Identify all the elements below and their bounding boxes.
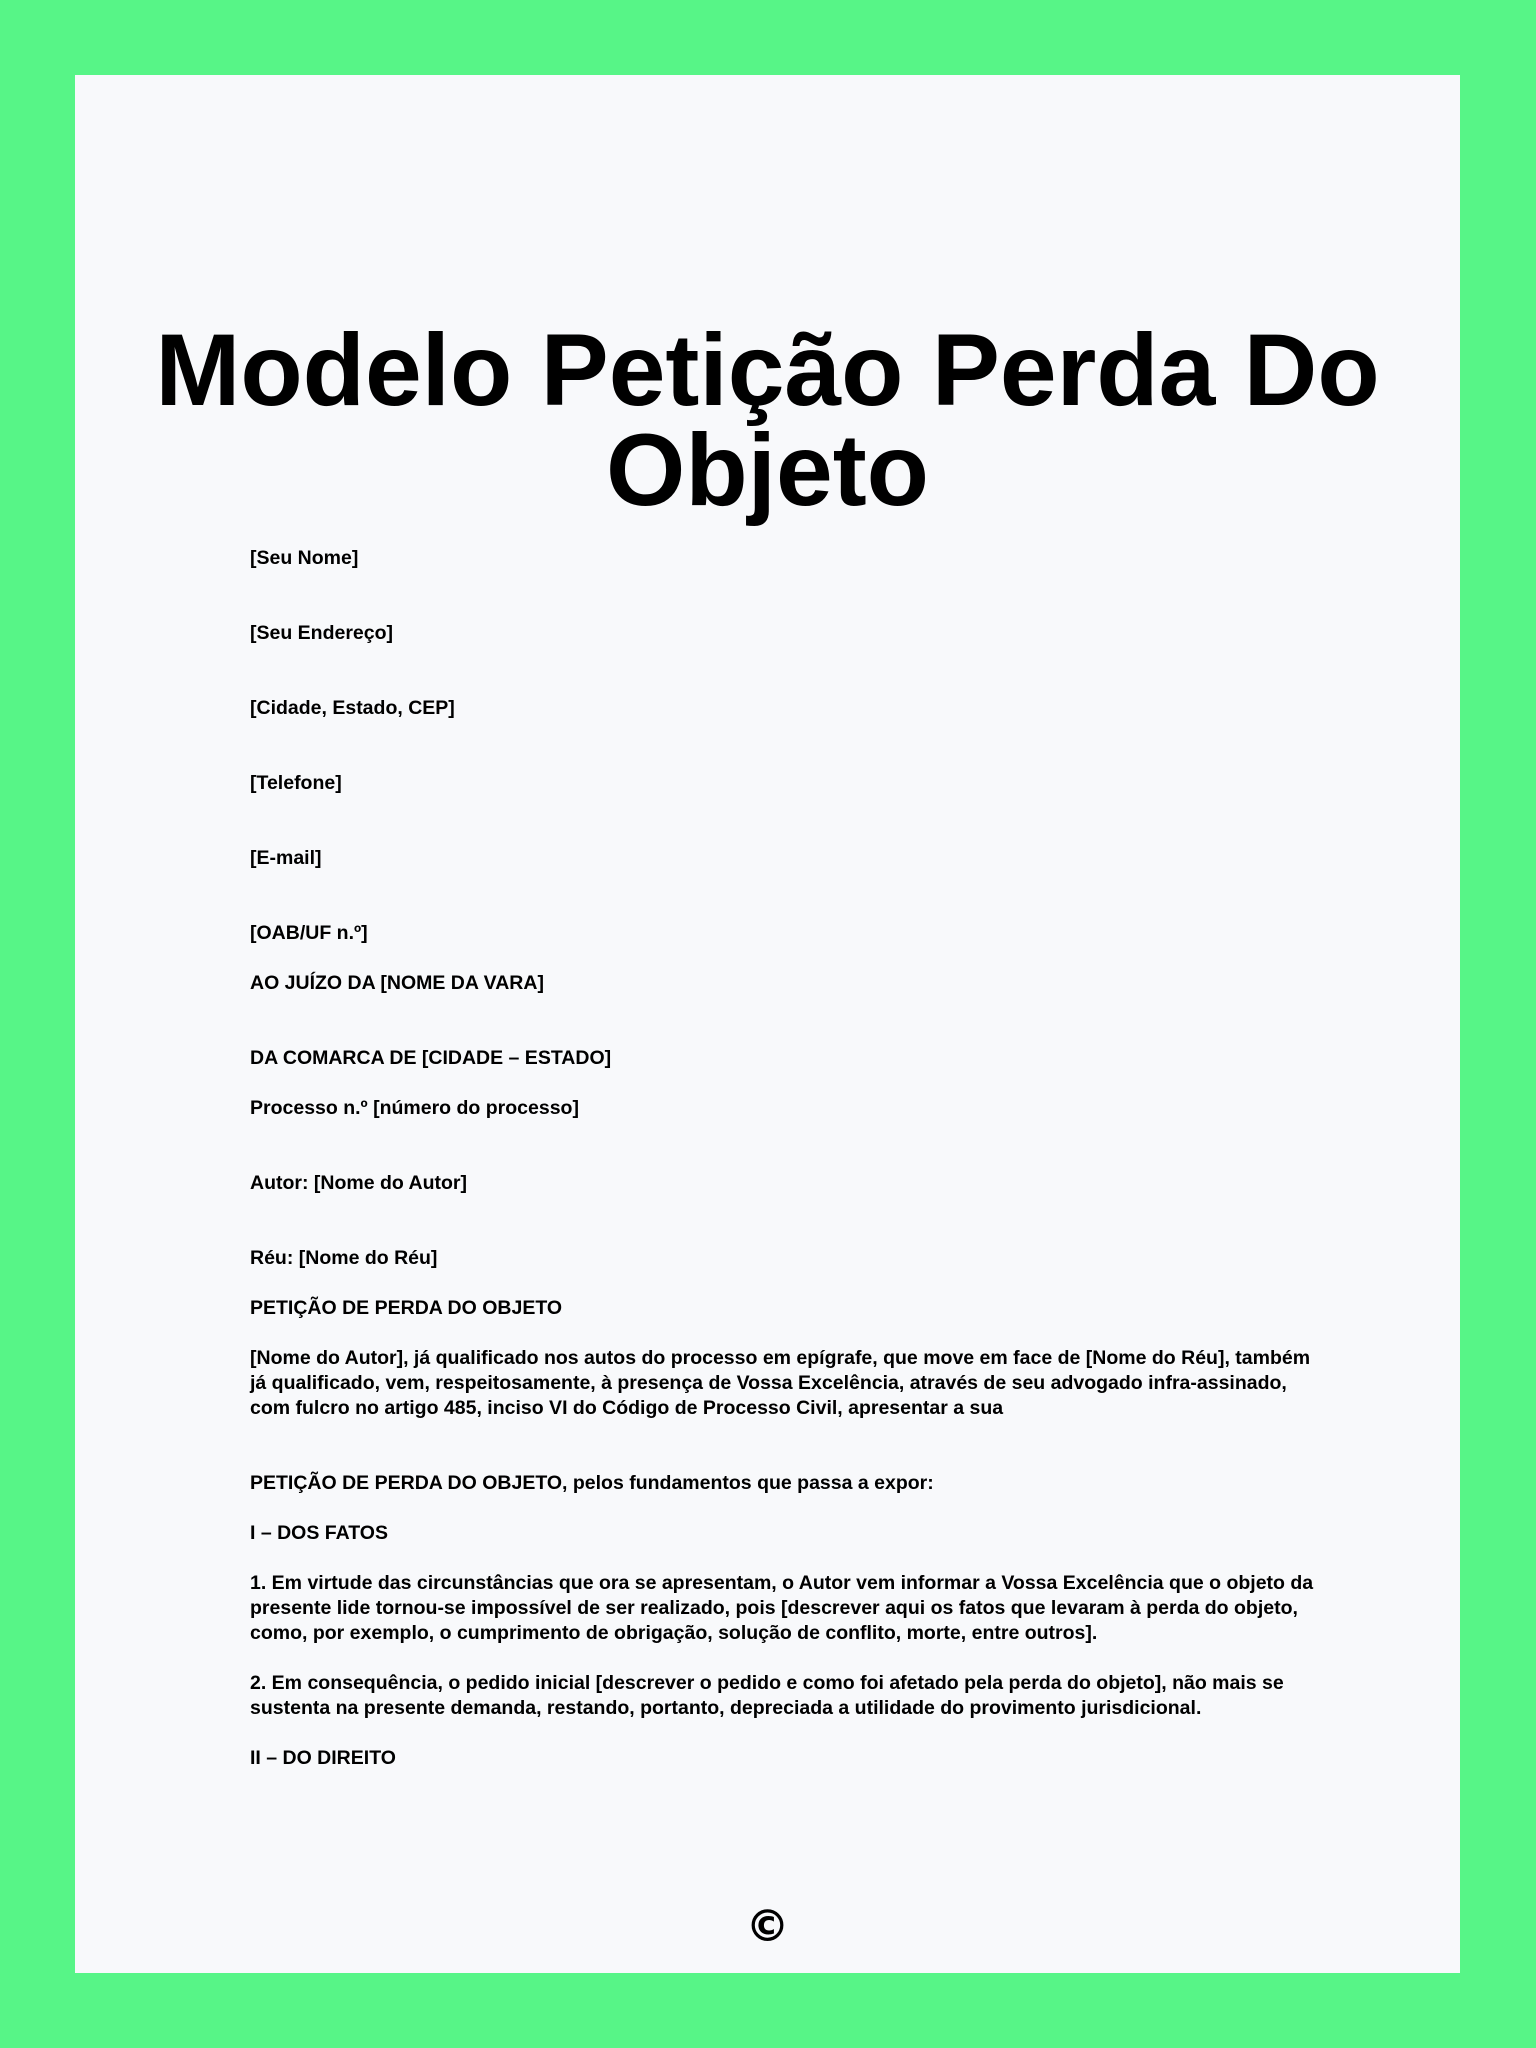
sender-address: [Seu Endereço] [250, 622, 394, 644]
document-body [250, 546, 1330, 1771]
section-heading-facts: I – DOS FATOS [250, 1522, 388, 1544]
addressee-court: AO JUÍZO DA [NOME DA VARA] [250, 972, 544, 994]
case-process-number: Processo n.º [número do processo] [250, 1097, 579, 1119]
copyright-icon: © [745, 1901, 790, 1952]
fact-paragraph-2: 2. Em consequência, o pedido inicial [descrever o pedido e como foi afetado pela perda do objeto], não mais se sustenta na presente demanda, restando, portanto, depreciada a utilidade do provimento jurisdicional. [250, 1672, 1284, 1719]
document-title: Modelo Petição Perda Do Objeto [155, 313, 1380, 527]
case-plaintiff: Autor: [Nome do Autor] [250, 1172, 467, 1194]
section-heading-law: II – DO DIREITO [250, 1747, 396, 1769]
case-defendant: Réu: [Nome do Réu] [250, 1247, 438, 1269]
sender-name: [Seu Nome] [250, 547, 359, 569]
sender-oab: [OAB/UF n.º] [250, 922, 368, 944]
addressee-district: DA COMARCA DE [CIDADE – ESTADO] [250, 1047, 612, 1069]
sender-city: [Cidade, Estado, CEP] [250, 697, 455, 719]
document-page [75, 75, 1460, 1973]
intro-paragraph: [Nome do Autor], já qualificado nos autos do processo em epígrafe, que move em face de [Nome do Réu], também já qualificado, vem, respeitosamente, à presença de Vossa Excelência, através de seu advogado infra-assinado, com fulcro no artigo 485, inciso VI do Código de Processo Civil, apresentar a sua [250, 1347, 1311, 1419]
petition-heading: PETIÇÃO DE PERDA DO OBJETO [250, 1297, 563, 1319]
sender-phone: [Telefone] [250, 772, 342, 794]
fact-paragraph-1: 1. Em virtude das circunstâncias que ora se apresentam, o Autor vem informar a Vossa Excelência que o objeto da presente lide tornou-se impossível de ser realizado, pois [descrever aqui os fatos que levaram à perda do objeto, como, por exemplo, o cumprimento de obrigação, solução de conflito, morte, entre outros]. [250, 1572, 1314, 1644]
intro-continuation: PETIÇÃO DE PERDA DO OBJETO, pelos fundamentos que passa a expor: [250, 1472, 934, 1494]
sender-email: [E-mail] [250, 847, 322, 869]
